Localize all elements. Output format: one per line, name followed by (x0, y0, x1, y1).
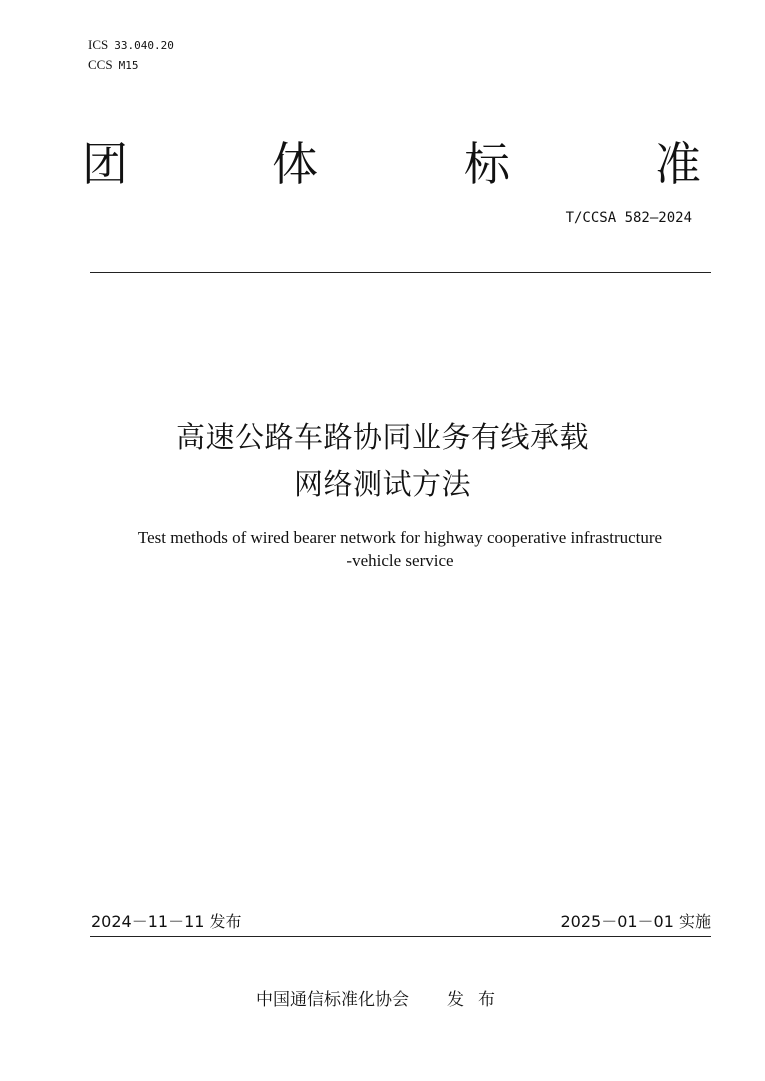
publisher-action: 发布 (447, 990, 509, 1010)
ics-value: 33.040.20 (114, 39, 174, 52)
title-cn-line-1: 高速公路车路协同业务有线承载 (175, 420, 589, 454)
ics-label: ICS (88, 37, 109, 52)
publisher-org: 中国通信标准化协会 (256, 990, 409, 1010)
publish-date: 2024－11－11 发布 (91, 912, 242, 931)
category-char-2: 体 (272, 137, 318, 191)
title-cn-line-2: 网络测试方法 (293, 467, 471, 501)
title-en-line-2: -vehicle service (346, 551, 454, 570)
category-char-1: 团 (82, 137, 128, 191)
standard-number: T/CCSA 582—2024 (565, 210, 692, 226)
publisher-line (0, 988, 765, 1012)
category-char-3: 标 (464, 137, 510, 191)
ccs-label: CCS (88, 57, 113, 72)
top-divider (90, 272, 711, 273)
title-en-line-1: Test methods of wired bearer network for highway cooperative infrastructure (137, 528, 663, 547)
implement-date: 2025－01－01 实施 (560, 912, 711, 931)
ccs-code (88, 58, 138, 73)
category-char-4: 准 (655, 137, 701, 191)
ics-code (88, 38, 174, 53)
bottom-divider (90, 936, 711, 937)
ccs-value: M15 (118, 59, 139, 72)
